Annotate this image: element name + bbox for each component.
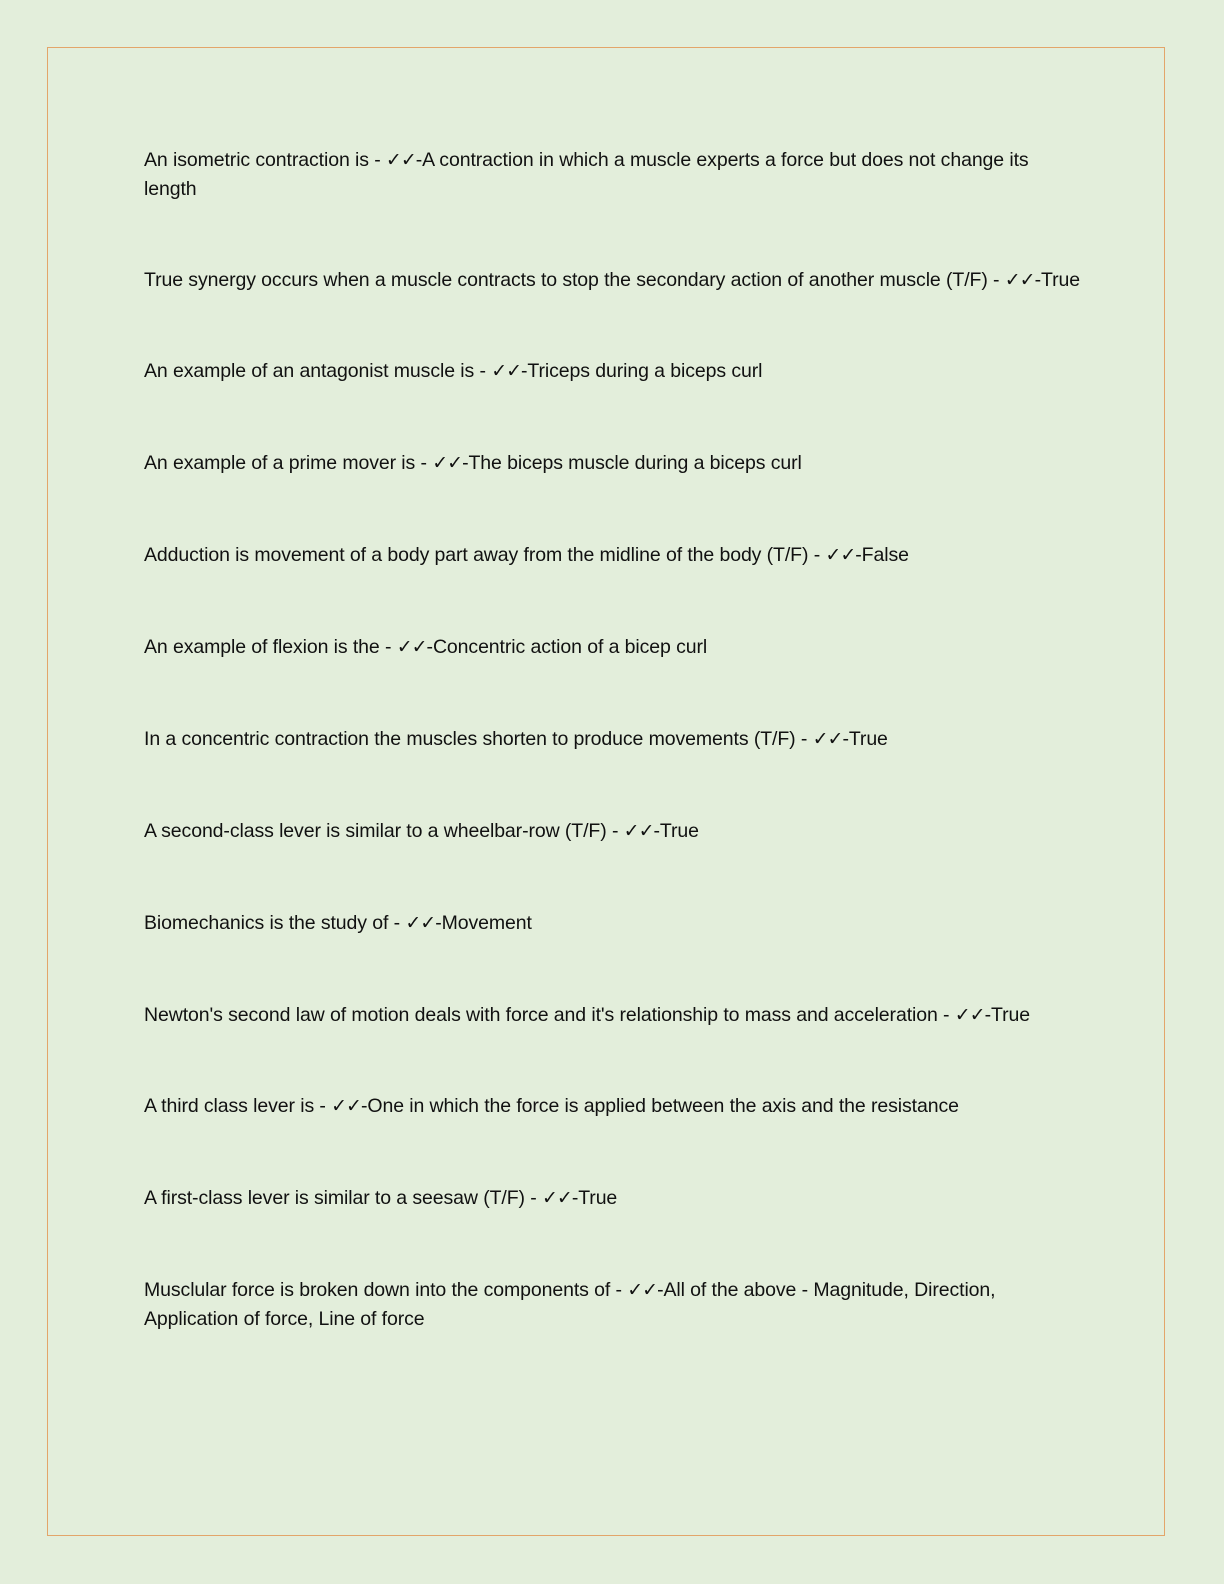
checkmark-icon: ✓✓	[491, 360, 522, 382]
question-text: An example of an antagonist muscle is -	[144, 360, 492, 382]
qa-item	[144, 725, 1084, 754]
qa-item	[144, 633, 1084, 662]
question-text: Newton's second law of motion deals with force and it's relationship to mass and acceleration -	[144, 1004, 955, 1026]
qa-item	[144, 541, 1084, 570]
checkmark-icon: ✓✓	[1004, 269, 1035, 291]
question-text: An example of flexion is the -	[144, 636, 397, 658]
question-text: True synergy occurs when a muscle contracts to stop the secondary action of another muscle (T/F) -	[144, 269, 1005, 291]
checkmark-icon: ✓✓	[623, 820, 654, 842]
checkmark-icon: ✓✓	[954, 1004, 985, 1026]
answer-text: -True	[984, 1004, 1030, 1026]
checkmark-icon: ✓✓	[812, 728, 843, 750]
qa-list	[144, 146, 1084, 1334]
checkmark-icon: ✓✓	[385, 149, 416, 171]
checkmark-icon: ✓✓	[825, 544, 856, 566]
qa-item	[144, 357, 1084, 386]
answer-text: -A contraction in which a muscle experts a force but does not change its length	[144, 149, 1029, 200]
question-text: A first-class lever is similar to a seesaw (T/F) -	[144, 1187, 542, 1209]
qa-item	[144, 1184, 1084, 1213]
checkmark-icon: ✓✓	[331, 1095, 361, 1117]
answer-text: -The biceps muscle during a biceps curl	[462, 452, 802, 474]
qa-item	[144, 1092, 1084, 1121]
question-text: An example of a prime mover is -	[144, 452, 433, 474]
question-text: In a concentric contraction the muscles shorten to produce movements (T/F) -	[144, 728, 813, 750]
answer-text: -True	[571, 1187, 618, 1209]
question-text: A third class lever is -	[144, 1095, 332, 1117]
qa-item	[144, 1276, 1084, 1334]
checkmark-icon: ✓✓	[541, 1187, 572, 1209]
answer-text: -One in which the force is applied between the axis and the resistance	[360, 1095, 959, 1117]
answer-text: -Movement	[435, 912, 532, 934]
qa-item	[144, 1001, 1084, 1030]
checkmark-icon: ✓✓	[396, 636, 427, 658]
answer-text: -Concentric action of a bicep curl	[426, 636, 708, 658]
answer-text: -Triceps during a biceps curl	[521, 360, 763, 382]
qa-item	[144, 449, 1084, 478]
question-text: Biomechanics is the study of -	[144, 912, 406, 934]
checkmark-icon: ✓✓	[405, 912, 436, 934]
checkmark-icon: ✓✓	[627, 1279, 658, 1301]
answer-text: -True	[1034, 269, 1080, 291]
qa-item	[144, 146, 1084, 204]
question-text: A second-class lever is similar to a wheelbar-row (T/F) -	[144, 820, 624, 842]
qa-item	[144, 817, 1084, 846]
answer-text: -True	[842, 728, 888, 750]
checkmark-icon: ✓✓	[432, 452, 463, 474]
qa-item	[144, 266, 1084, 295]
answer-text: -All of the above - Magnitude, Direction, Application of force, Line of force	[144, 1279, 996, 1330]
question-text: An isometric contraction is -	[144, 149, 386, 171]
answer-text: -True	[653, 820, 699, 842]
answer-text: -False	[855, 544, 909, 566]
question-text: Musclular force is broken down into the components of -	[144, 1279, 628, 1301]
qa-item	[144, 909, 1084, 938]
question-text: Adduction is movement of a body part away from the midline of the body (T/F) -	[144, 544, 826, 566]
